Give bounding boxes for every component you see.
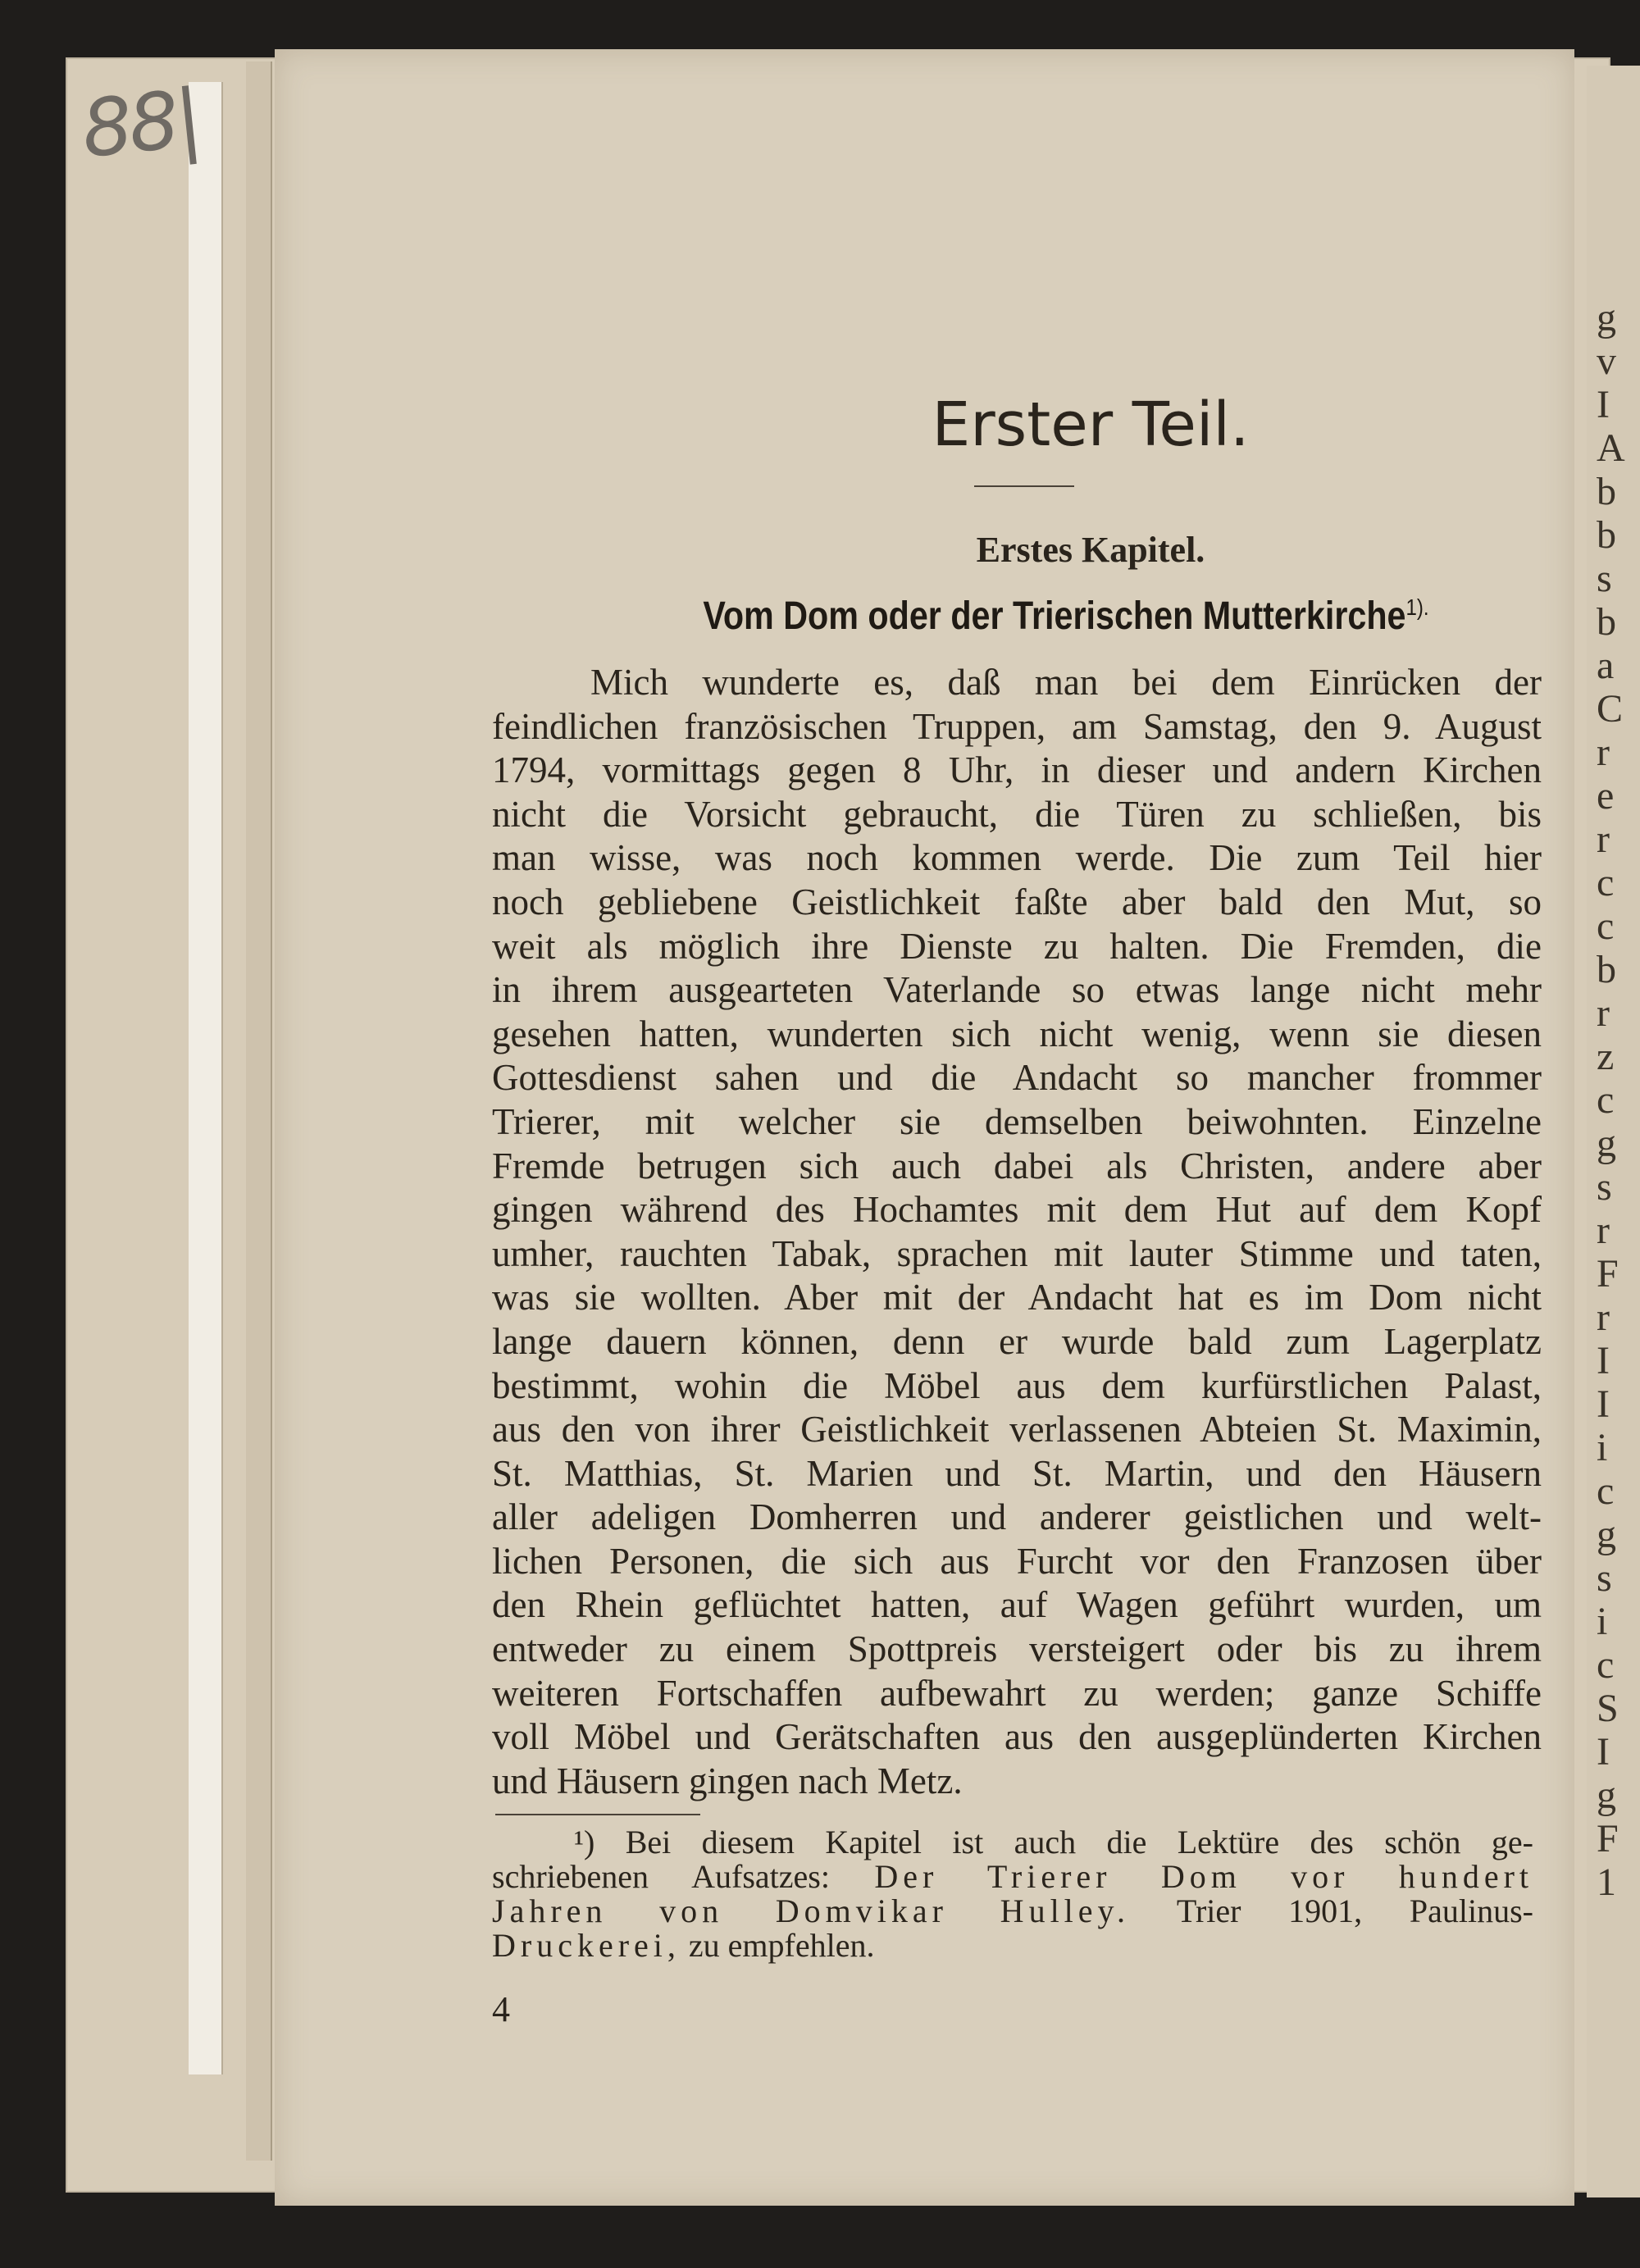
footnote-text: zu empfehlen. (680, 1927, 875, 1964)
body-line: in ihrem ausgearteten Vaterlande so etwas lange nicht mehr (492, 969, 1542, 1011)
facing-page-letter: g (1597, 1774, 1616, 1816)
facing-page-letter: r (1597, 1296, 1610, 1338)
body-line: voll Möbel und Gerätschaften aus den ausgeplünderten Kirchen (492, 1716, 1542, 1758)
facing-page-letter: c (1597, 861, 1615, 904)
archive-number-mark: 88| (77, 71, 203, 176)
body-line: bestimmt, wohin die Möbel aus dem kurfürstlichen Palast, (492, 1364, 1542, 1406)
footnote-emphasis: Jahren von Domvikar Hulley. (492, 1892, 1130, 1929)
body-line: weit als möglich ihre Dienste zu halten. Die Fremden, die (492, 925, 1542, 967)
facing-page-letter: i (1597, 1426, 1608, 1469)
body-line: Gottesdienst sahen und die Andacht so mancher frommer (492, 1057, 1542, 1099)
facing-page-letter: r (1597, 817, 1610, 860)
chapter-title (643, 594, 1489, 639)
footnote-text: schriebenen Aufsatzes: (492, 1858, 875, 1895)
body-line: Fremde betrugen sich auch dabei als Christen, andere aber (492, 1145, 1542, 1186)
facing-page-letter: b (1597, 948, 1616, 991)
facing-page-letter: z (1597, 1035, 1615, 1077)
page-edge (246, 61, 272, 2161)
facing-page-letter: s (1597, 1556, 1612, 1599)
body-line: man wisse, was noch kommen werde. Die zum Teil hier (492, 837, 1542, 879)
body-line: gesehen hatten, wunderten sich nicht wenig, wenn sie diesen (492, 1013, 1542, 1054)
body-line: 1794, vormittags gegen 8 Uhr, in dieser und andern Kirchen (492, 749, 1542, 791)
title-divider (974, 485, 1074, 487)
facing-page-letter: I (1597, 1339, 1610, 1382)
footnote-line (492, 1929, 1533, 1963)
facing-page-letter: F (1597, 1252, 1619, 1295)
body-line: lange dauern können, denn er wurde bald zum Lagerplatz (492, 1320, 1542, 1362)
facing-page-letter: i (1597, 1600, 1608, 1642)
facing-page-letter: c (1597, 1469, 1615, 1512)
page-number: 4 (492, 1989, 510, 2029)
facing-page-letter: s (1597, 1165, 1612, 1208)
facing-page-letter: c (1597, 1078, 1615, 1121)
body-line: aller adeligen Domherren und anderer geistlichen und welt- (492, 1496, 1542, 1538)
facing-page-letter: g (1597, 296, 1616, 339)
facing-page-letter: s (1597, 557, 1612, 599)
body-line: Mich wunderte es, daß man bei dem Einrücken der (590, 662, 1542, 703)
body-line: entweder zu einem Spottpreis versteigert oder bis zu ihrem (492, 1628, 1542, 1670)
facing-page-letter: c (1597, 904, 1615, 947)
footnote (492, 1825, 1533, 1963)
facing-page-letter: I (1597, 1730, 1610, 1773)
chapter-number: Erstes Kapitel. (976, 530, 1205, 570)
body-line: den Rhein geflüchtet hatten, auf Wagen geführt wurden, um (492, 1584, 1542, 1626)
body-line: gingen während des Hochamtes mit dem Hut auf dem Kopf (492, 1189, 1542, 1231)
body-line: und Häusern gingen nach Metz. (492, 1760, 963, 1801)
facing-page-letter: r (1597, 1209, 1610, 1251)
facing-page-letter: S (1597, 1687, 1619, 1729)
facing-page-letter: r (1597, 731, 1610, 773)
body-line: aus den von ihrer Geistlichkeit verlassenen Abteien St. Maximin, (492, 1409, 1542, 1451)
footnote-emphasis: Der Trierer Dom vor hundert (874, 1858, 1534, 1895)
facing-page-letter: A (1597, 426, 1625, 469)
facing-page-letter: r (1597, 991, 1610, 1034)
chapter-title-text: Vom Dom oder der Trierischen Mutterkirche (703, 594, 1406, 638)
body-line: noch gebliebene Geistlichkeit faßte aber bald den Mut, so (492, 881, 1542, 922)
body-line: nicht die Vorsicht gebraucht, die Türen zu schließen, bis (492, 793, 1542, 835)
facing-page-letter: C (1597, 687, 1624, 730)
facing-page-letter: I (1597, 383, 1610, 426)
page-edge-white (189, 82, 223, 2074)
facing-page-letter: 1 (1597, 1860, 1616, 1903)
footnote-divider (495, 1814, 700, 1815)
body-line: lichen Personen, die sich aus Furcht vor den Franzosen über (492, 1540, 1542, 1582)
body-line: Trierer, mit welcher sie demselben beiwohnten. Einzelne (492, 1100, 1542, 1142)
facing-page-letter: v (1597, 339, 1616, 382)
facing-page-letter: b (1597, 470, 1616, 512)
facing-page-edge (1587, 66, 1640, 2197)
facing-page-letter: a (1597, 644, 1615, 686)
facing-page-letter: e (1597, 774, 1615, 817)
footnote-text: Trier 1901, Paulinus- (1129, 1892, 1533, 1929)
facing-page-letter: g (1597, 1513, 1616, 1555)
facing-page-letter: c (1597, 1643, 1615, 1686)
facing-page-letters (1587, 295, 1625, 1903)
footnote-emphasis: Druckerei, (492, 1927, 681, 1964)
footnote-line (492, 1894, 1533, 1929)
body-paragraph (492, 661, 1542, 1803)
facing-page-letter: I (1597, 1382, 1610, 1425)
footnote-reference: 1). (1405, 594, 1429, 620)
facing-page-letter: b (1597, 513, 1616, 556)
facing-page-letter: F (1597, 1817, 1619, 1860)
body-line: was sie wollten. Aber mit der Andacht hat es im Dom nicht (492, 1277, 1542, 1318)
part-title: Erster Teil. (932, 389, 1250, 460)
facing-page-letter: b (1597, 600, 1616, 643)
body-line: feindlichen französischen Truppen, am Samstag, den 9. August (492, 705, 1542, 747)
body-line: umher, rauchten Tabak, sprachen mit lauter Stimme und taten, (492, 1232, 1542, 1274)
facing-page-letter: g (1597, 1122, 1616, 1164)
footnote-line (492, 1860, 1533, 1894)
body-line: St. Matthias, St. Marien und St. Martin, und den Häusern (492, 1452, 1542, 1494)
body-line: weiteren Fortschaffen aufbewahrt zu werden; ganze Schiffe (492, 1672, 1542, 1714)
footnote-line: ¹) Bei diesem Kapitel ist auch die Lektüre des schön ge- (574, 1824, 1533, 1860)
